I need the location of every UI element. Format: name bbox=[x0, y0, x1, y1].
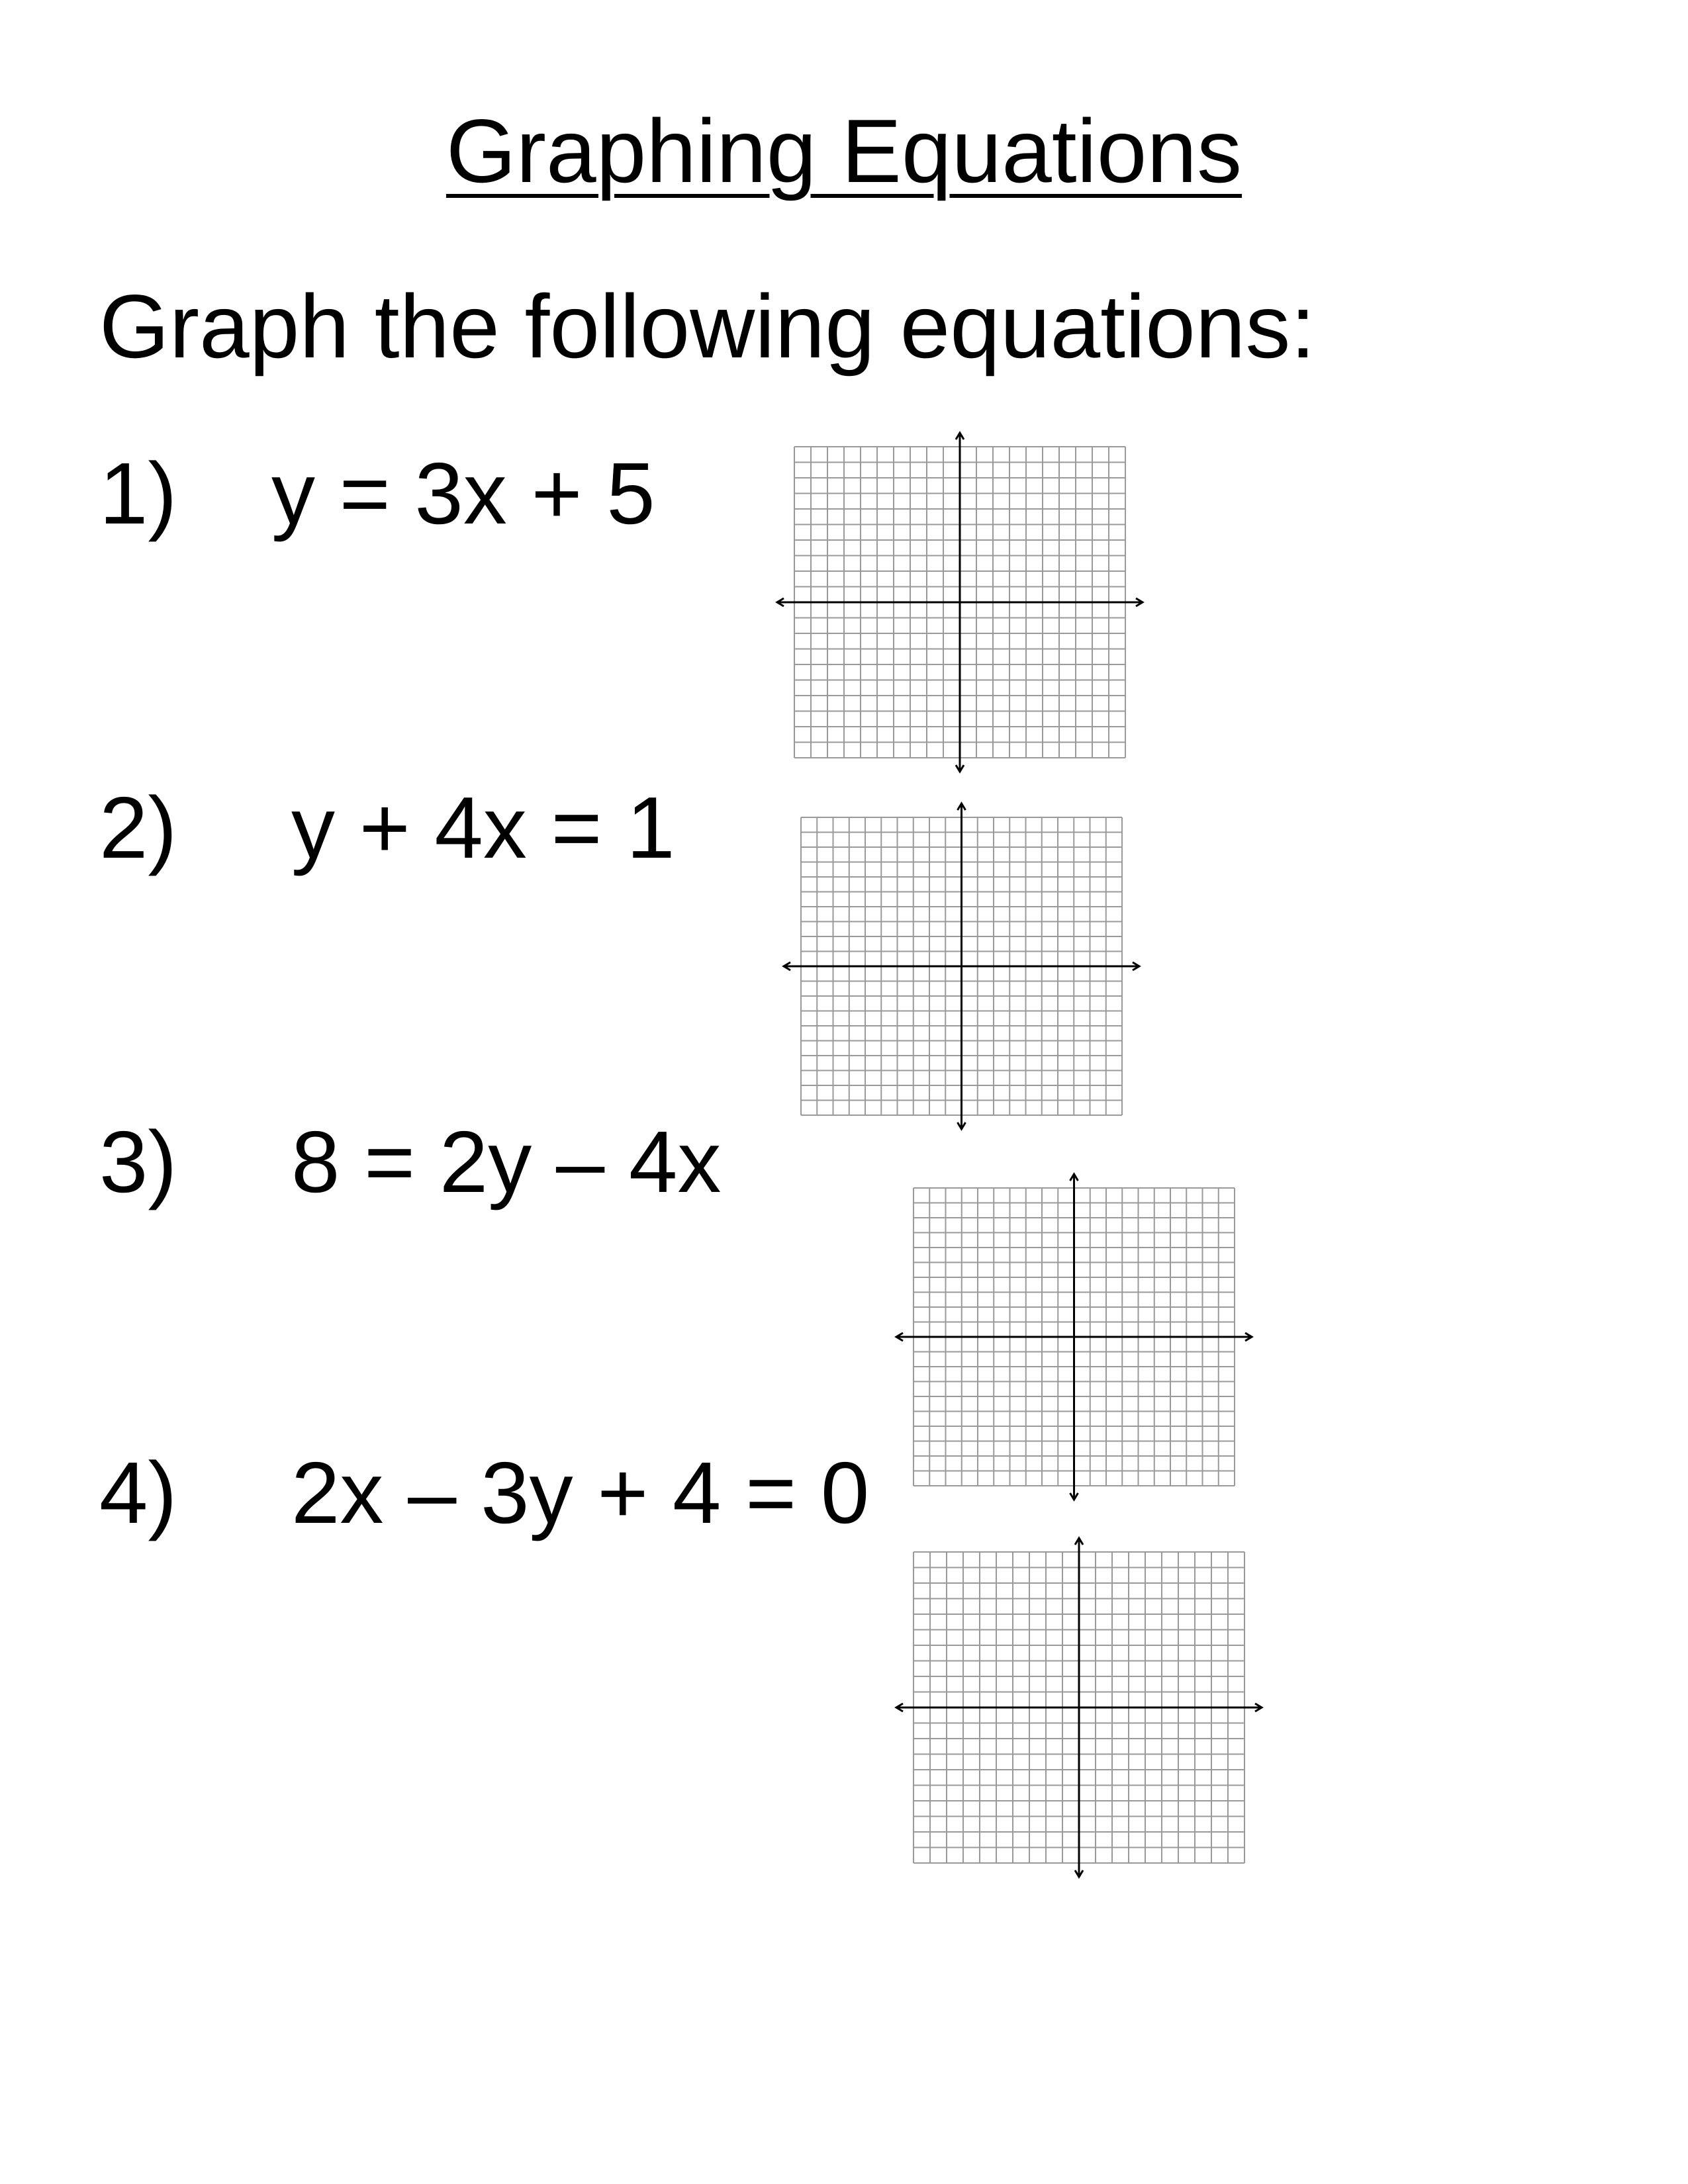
coordinate-grid-4 bbox=[894, 1535, 1264, 1880]
coordinate-grid-3 bbox=[894, 1171, 1254, 1502]
problem-1 bbox=[99, 445, 655, 542]
page-title: Graphing Equations bbox=[445, 101, 1243, 201]
problem-4 bbox=[99, 1444, 870, 1541]
problem-equation: 8 = 2y – 4x bbox=[291, 1113, 722, 1210]
coordinate-grid-2 bbox=[781, 801, 1142, 1132]
coordinate-grid-1 bbox=[774, 430, 1145, 774]
problem-2 bbox=[99, 779, 675, 876]
problem-number: 1) bbox=[99, 445, 177, 542]
problem-3 bbox=[99, 1113, 722, 1210]
problem-number: 2) bbox=[99, 779, 177, 876]
problem-equation: y + 4x = 1 bbox=[291, 779, 675, 876]
problem-equation: 2x – 3y + 4 = 0 bbox=[291, 1444, 870, 1541]
problem-equation: y = 3x + 5 bbox=[271, 445, 655, 542]
instructions-text: Graph the following equations: bbox=[99, 276, 1316, 377]
problem-number: 3) bbox=[99, 1113, 177, 1210]
problem-number: 4) bbox=[99, 1444, 177, 1541]
